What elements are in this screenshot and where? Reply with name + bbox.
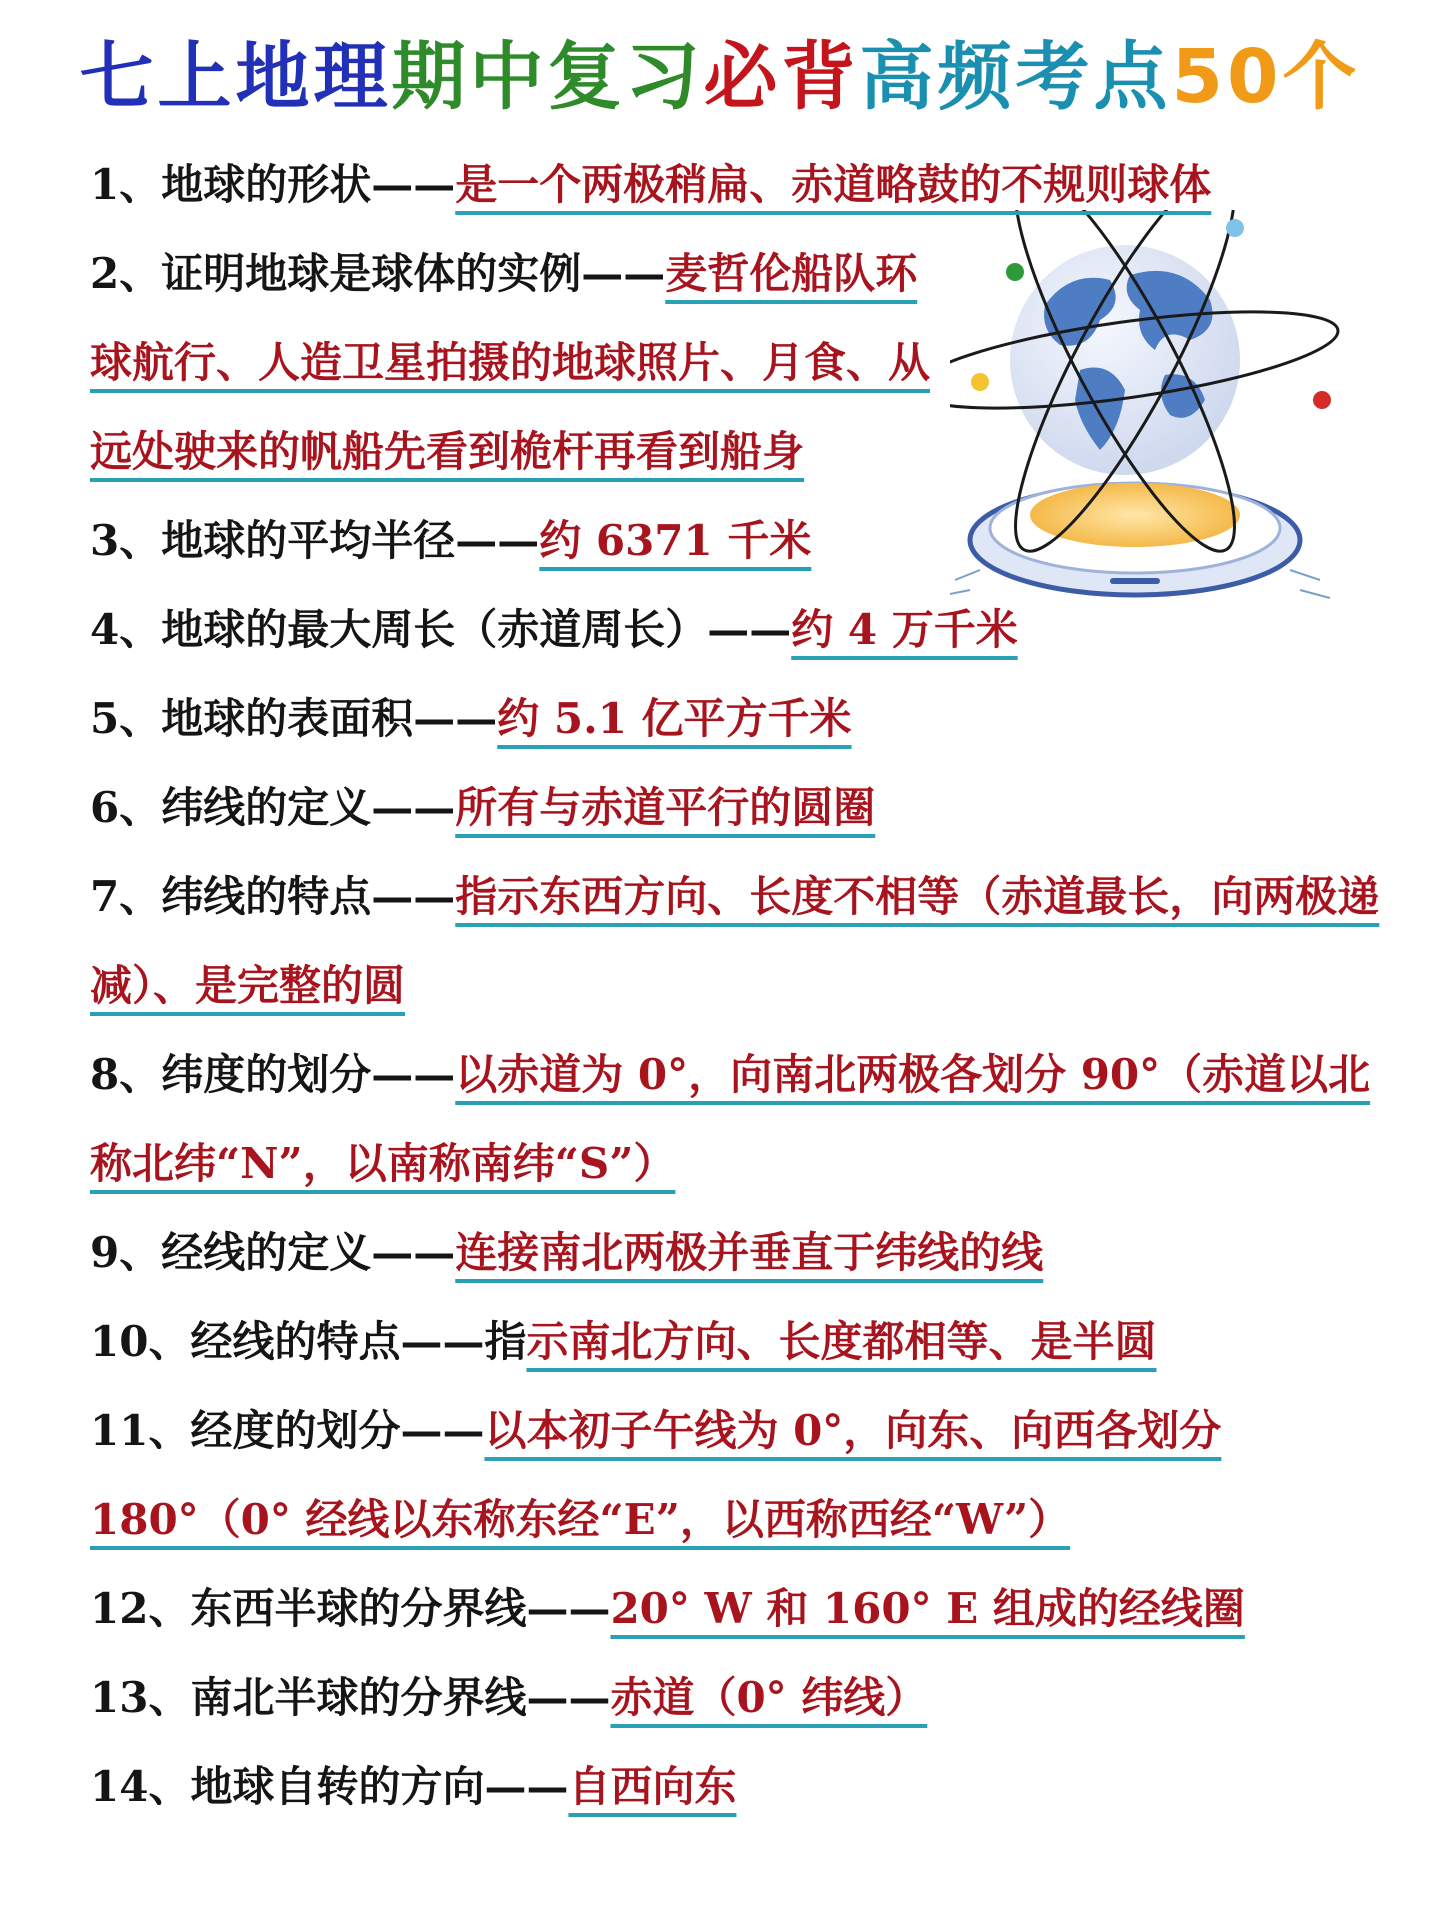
item-question: 7、纬线的特点—— — [90, 872, 456, 921]
item-answer: 约 5.1 亿平方千米 — [497, 694, 852, 743]
item-answer: 约 4 万千米 — [791, 605, 1018, 654]
list-item — [90, 1742, 1380, 1831]
title-part-5: 50个 — [1171, 34, 1361, 120]
list-item — [90, 496, 1380, 585]
item-question: 4、地球的最大周长（赤道周长）—— — [90, 605, 792, 654]
item-answer: 麦哲伦船队环球航行、人造卫星拍摄的地球照片、月食、从远处驶来的帆船先看到桅杆再看到船身 — [90, 249, 931, 476]
item-answer: 连接南北两极并垂直于纬线的线 — [455, 1228, 1044, 1277]
item-answer: 自西向东 — [568, 1762, 737, 1811]
item-question: 9、经线的定义—— — [90, 1228, 456, 1277]
title-part-2: 期中复习 — [391, 34, 704, 120]
title-part-4: 高频考点 — [859, 34, 1172, 120]
list-item — [90, 1564, 1380, 1653]
key-points-list — [90, 140, 1380, 1831]
item-answer: 以赤道为 0°，向南北两极各划分 90°（赤道以北称北纬“N”，以南称南纬“S”） — [90, 1050, 1371, 1188]
item-answer: 约 6371 千米 — [539, 516, 812, 565]
item-question: 13、南北半球的分界线—— — [90, 1673, 611, 1722]
list-item — [90, 1208, 1380, 1297]
item-question: 2、证明地球是球体的实例—— — [90, 249, 666, 298]
item-answer: 所有与赤道平行的圆圈 — [455, 783, 876, 832]
title-part-3: 必背 — [703, 34, 860, 120]
list-item — [90, 674, 1380, 763]
list-item — [90, 1653, 1380, 1742]
item-question: 6、纬线的定义—— — [90, 783, 456, 832]
item-question: 5、地球的表面积—— — [90, 694, 498, 743]
item-answer: 以本初子午线为 0°，向东、向西各划分 180°（0° 经线以东称东经“E”，以西称西经“W”） — [90, 1406, 1222, 1544]
item-answer: 示南北方向、长度都相等、是半圆 — [526, 1317, 1157, 1366]
list-item — [90, 229, 950, 496]
list-item — [90, 1386, 1380, 1564]
item-question: 1、地球的形状—— — [90, 160, 456, 209]
item-question: 11、经度的划分—— — [90, 1406, 485, 1455]
item-question: 14、地球自转的方向—— — [90, 1762, 569, 1811]
item-question: 8、纬度的划分—— — [90, 1050, 456, 1099]
page-title — [0, 22, 1440, 132]
list-item — [90, 1297, 1380, 1386]
list-item — [90, 585, 1380, 674]
list-item — [90, 763, 1380, 852]
item-answer: 是一个两极稍扁、赤道略鼓的不规则球体 — [455, 160, 1212, 209]
item-question: 12、东西半球的分界线—— — [90, 1584, 611, 1633]
item-answer: 指示东西方向、长度不相等（赤道最长，向两极递减）、是完整的圆 — [90, 872, 1380, 1010]
list-item — [90, 140, 1380, 229]
item-answer: 赤道（0° 纬线） — [610, 1673, 928, 1722]
item-answer: 20° W 和 160° E 组成的经线圈 — [610, 1584, 1245, 1633]
list-item — [90, 852, 1380, 1030]
list-item — [90, 1030, 1380, 1208]
title-part-1: 七上地理 — [79, 34, 392, 120]
item-question: 3、地球的平均半径—— — [90, 516, 540, 565]
item-question: 10、经线的特点——指 — [90, 1317, 527, 1366]
